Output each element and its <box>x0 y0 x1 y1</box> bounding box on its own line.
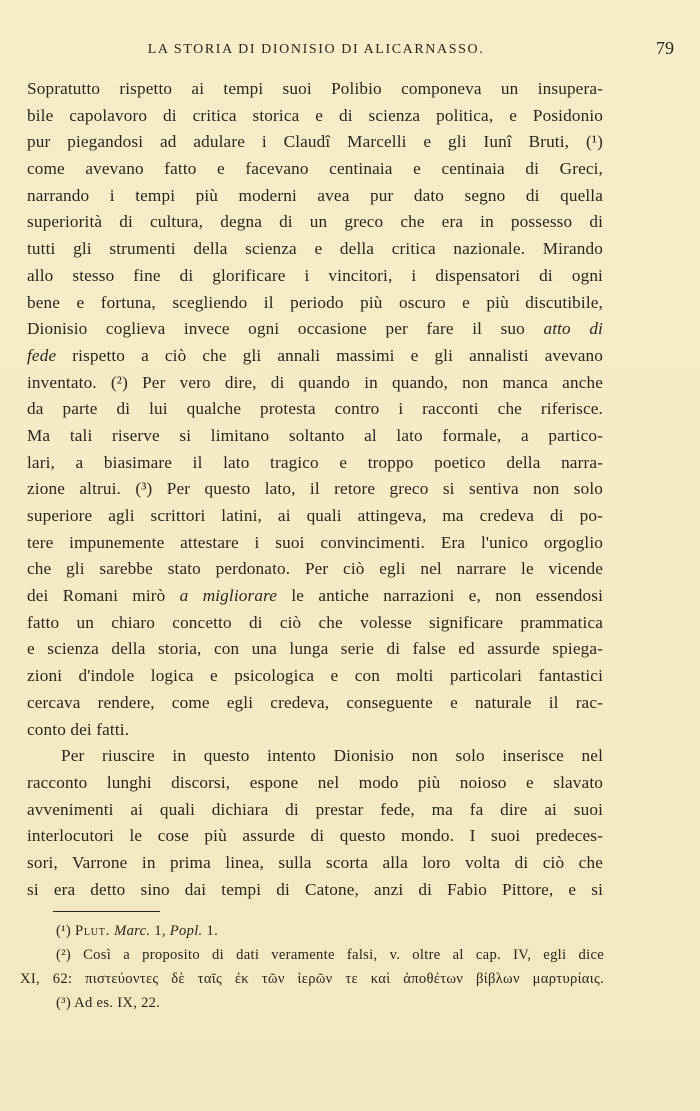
text-line: zione altrui. (³) Per questo lato, il retore greco si sentiva non solo <box>27 479 603 499</box>
footnote-3 <box>20 991 604 1015</box>
text-segment: dei Romani mirò <box>27 586 166 606</box>
text-line: Per riuscire in questo intento Dionisio non solo inserisce nel <box>61 746 603 766</box>
page-number: 79 <box>656 38 674 58</box>
text-line: bile capolavoro di critica storica e di scienza politica, e Posidonio <box>27 105 603 125</box>
footnote-text: Così a proposito di dati veramente falsi, v. oltre al cap. IV, egli dice <box>83 947 604 963</box>
footnote-author: Plut. <box>74 923 111 939</box>
text-line: pur piegandosi ad adulare i Claudî Marcelli e gli Iunî Bruti, (¹) <box>27 132 603 152</box>
footnote-marker: (²) <box>56 947 71 963</box>
body-text <box>27 76 603 903</box>
footnote-2-continuation: XI, 62: πιστεύοντες δὲ ταῖς ἐκ τῶν ἱερῶν τε καὶ ἀποθέτων βίβλων μαρτυρίαις. <box>20 971 604 987</box>
footnote-1 <box>20 919 604 943</box>
footnote-work: Popl. <box>169 923 203 939</box>
text-line: Sopratutto rispetto ai tempi suoi Polibio componeva un insupera- <box>27 79 603 98</box>
text-line: bene e fortuna, scegliendo il periodo più oscuro e più discutibile, <box>27 292 603 312</box>
text-line: cercava rendere, come egli credeva, conseguente e naturale il rac- <box>27 692 603 712</box>
text-line: superiorità di cultura, degna di un greco che era in possesso di <box>27 212 603 232</box>
text-line: inventato. (²) Per vero dire, di quando in quando, non manca anche <box>27 372 603 392</box>
footnote-rule <box>53 911 160 912</box>
text-line: come avevano fatto e facevano centinaia e centinaia di Greci, <box>27 159 603 179</box>
text-line: superiore agli scrittori latini, ai quali attingeva, ma credeva di po- <box>27 506 603 525</box>
footnote-2 <box>20 943 604 967</box>
footnotes <box>20 919 604 1015</box>
text-line: interlocutori le cose più assurde di questo mondo. I suoi predeces- <box>27 826 603 846</box>
text-line: Ma tali riserve si limitano soltanto al lato formale, a partico- <box>27 425 603 445</box>
footnote-ref: 1, <box>154 923 166 939</box>
text-line: avvenimenti ai quali dichiara di prestar fede, ma fa dire ai suoi <box>27 799 603 819</box>
text-line: tere impunemente attestare i suoi convincimenti. Era l'unico orgoglio <box>27 532 603 552</box>
text-line: si era detto sino dai tempi di Catone, anzi di Fabio Pittore, e si <box>27 879 603 899</box>
text-segment: Dionisio coglieva invece ogni occasione per fare il suo <box>27 319 525 339</box>
text-line: da parte di lui qualche protesta contro i racconti che riferisce. <box>27 399 603 419</box>
page-header <box>28 38 674 62</box>
text-line <box>27 316 603 343</box>
footnote-ref: 1. <box>206 923 219 939</box>
text-line: racconto lunghi discorsi, espone nel modo più noioso e slavato <box>27 772 603 792</box>
text-line: zioni d'indole logica e psicologica e con molti particolari fantastici <box>27 666 603 686</box>
text-line: fatto un chiaro concetto di ciò che volesse significare prammatica <box>27 612 603 632</box>
italic-phrase: fede <box>27 345 57 365</box>
running-head: LA STORIA DI DIONISIO DI ALICARNASSO. <box>147 42 485 57</box>
italic-phrase: a migliorare <box>179 586 278 606</box>
text-line: allo stesso fine di glorificare i vincitori, i dispensatori di ogni <box>27 265 603 285</box>
text-segment: rispetto a ciò che gli annali massimi e gli annalisti avevano <box>72 345 603 365</box>
text-line: conto dei fatti. <box>27 719 130 739</box>
footnote-text: Ad es. IX, 22. <box>74 995 161 1011</box>
footnote-marker: (¹) <box>56 923 71 939</box>
text-segment: le antiche narrazioni e, non essendosi <box>291 586 603 606</box>
italic-phrase: atto di <box>543 319 603 339</box>
text-line: e scienza della storia, con una lunga serie di false ed assurde spiega- <box>27 639 603 659</box>
text-line: che gli sarebbe stato perdonato. Per ciò egli nel narrare le vicende <box>27 559 603 579</box>
footnote-marker: (³) <box>56 995 71 1011</box>
footnote-work: Marc. <box>114 923 151 939</box>
text-line: lari, a biasimare il lato tragico e troppo poetico della narra- <box>27 452 603 472</box>
text-line <box>27 583 603 610</box>
text-line: narrando i tempi più moderni avea pur dato segno di quella <box>27 185 603 205</box>
text-line: tutti gli strumenti della scienza e della critica nazionale. Mirando <box>27 239 603 259</box>
text-line: sori, Varrone in prima linea, sulla scorta alla loro volta di ciò che <box>27 852 603 872</box>
text-line <box>27 343 603 370</box>
